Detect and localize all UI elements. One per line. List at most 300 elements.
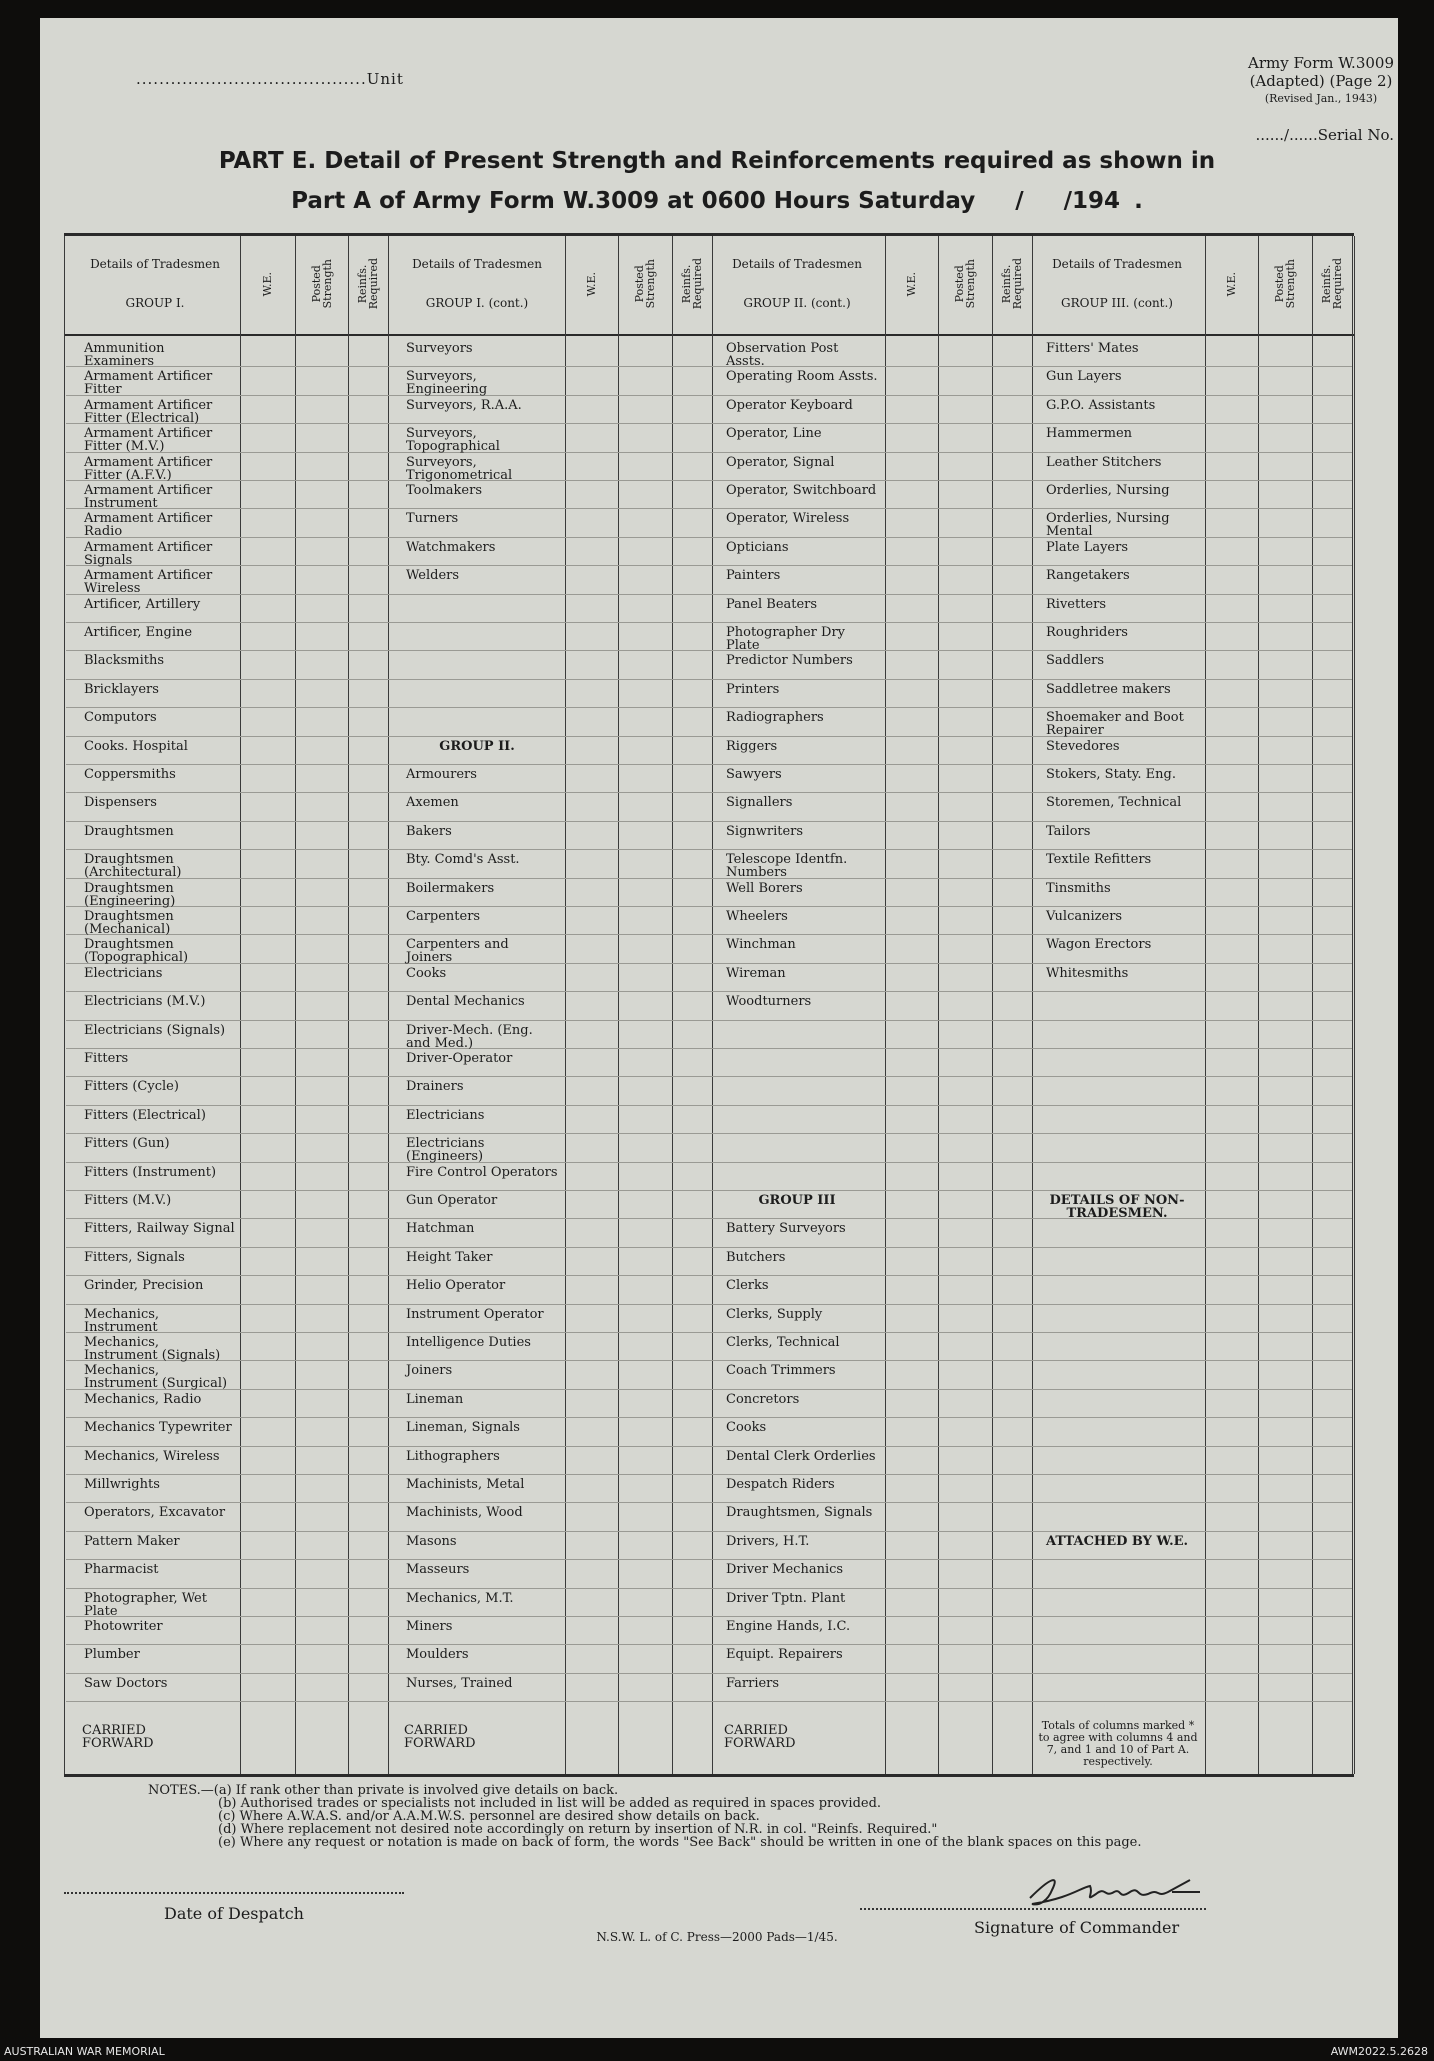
trade-label: Carpenters [406,909,481,924]
table-row-rule [1028,423,1352,424]
table-row-rule [708,1304,1032,1305]
date-dotted-line [64,1892,404,1894]
table-row-rule [708,679,1032,680]
footer-left: AUSTRALIAN WAR MEMORIAL [4,2045,165,2058]
table-row-rule [66,1502,388,1503]
trade-label: Fitters (Instrument) [84,1164,217,1180]
trade-label: Fitters (Gun) [84,1136,170,1152]
table-row-rule [1028,622,1352,623]
trade-label: Draughtsmen (Topographical) [84,937,189,966]
trade-label: Farriers [726,1675,780,1691]
trade-label: G.P.O. Assistants [1046,397,1156,413]
trade-label: Surveyors, R.A.A. [406,397,522,413]
table-row-rule [388,1190,712,1191]
table-row-rule [388,1304,712,1305]
trade-label: Mechanics, Radio [84,1391,202,1407]
date-of-despatch-label: Date of Despatch [164,1904,304,1923]
trade-label: Computors [84,710,157,726]
table-row-rule [1028,1531,1352,1532]
group-4-divider-0 [1205,236,1206,1774]
group-1-divider-3 [388,236,389,1774]
table-row-rule [708,707,1032,708]
trade-label: Driver Mechanics [726,1562,844,1578]
table-row-rule [708,1332,1032,1333]
trade-label: Cooks. Hospital [84,738,188,754]
trade-label: Storemen, Technical [1046,795,1182,811]
trade-label: Drainers [406,1079,464,1095]
trade-label: Tinsmiths [1046,880,1111,896]
table-row-rule [708,1531,1032,1532]
trade-label: Mechanics, Instrument [84,1306,160,1335]
note-e: (e) Where any request or notation is made on back of form, the words "See Back" should be written in one of the blank spaces on this page. [218,1835,1142,1850]
trade-label: Fitters, Signals [84,1249,185,1265]
table-row-rule [66,1701,388,1702]
note-d: (d) Where replacement not desired note accordingly on return by insertion of N.R. in col. "Reinfs. Required." [218,1822,938,1837]
group-3-reinfs-label: Reinfs. Required [1000,258,1024,310]
trade-label: Draughtsmen, Signals [726,1505,873,1521]
serial-number: ....../......Serial No. [1255,126,1394,144]
trade-label: Armourers [406,767,477,782]
table-row-rule [388,1502,712,1503]
group-2-carried-forward: CARRIED FORWARD [404,1723,476,1751]
table-row-rule [708,849,1032,850]
table-row-rule [388,764,712,765]
trade-label: Clerks [726,1278,769,1294]
table-row-rule [1028,1616,1352,1617]
table-row-rule [388,821,712,822]
table-row-rule [388,1531,712,1532]
trade-label: Boilermakers [406,880,495,896]
group-4-reinfs-label: Reinfs. Required [1320,258,1344,310]
table-row-rule [66,1162,388,1163]
table-row-rule [388,1616,712,1617]
table-row-rule [388,1133,712,1134]
table-row-rule [66,1247,388,1248]
trade-label: Plumber [84,1647,140,1663]
group-1-we-header [240,240,295,328]
trade-label: Draughtsmen (Mechanical) [84,909,174,937]
table-row-rule [66,622,388,623]
table-row-rule [1028,1389,1352,1390]
trade-label: Fitters, Railway Signal [84,1221,235,1237]
note-a: NOTES.—(a) If rank other than private is involved give details on back. [148,1783,619,1798]
table-row-rule [388,650,712,651]
table-row-rule [1028,1105,1352,1106]
trade-label: Riggers [726,738,778,754]
trade-label: Armament Artificer Wireless [84,568,213,597]
trade-label: Bakers [406,823,452,839]
table-row-rule [1028,1644,1352,1645]
table-row-rule [708,565,1032,566]
table-row-rule [708,594,1032,595]
table-row-rule [388,1360,712,1361]
trade-label: Masseurs [406,1562,470,1578]
table-row-rule [388,679,712,680]
table-row-rule [66,1048,388,1049]
table-row-rule [1028,878,1352,879]
group-3-posted-label: Posted Strength [953,259,977,309]
trade-label: Mechanics, Instrument (Surgical) [84,1363,228,1392]
table-row-rule [1028,508,1352,509]
trade-label: Leather Stitchers [1046,454,1162,470]
table-row-rule [708,395,1032,396]
trade-label: Shoemaker and Boot Repairer [1046,710,1184,739]
table-row-rule [708,452,1032,453]
table-top-rule [64,233,1354,236]
group-4-posted-header [1258,240,1312,328]
signature-label: Signature of Commander [974,1918,1180,1937]
table-row-rule [708,1389,1032,1390]
table-row-rule [388,1275,712,1276]
trade-label: Photographer Dry Plate [726,625,845,653]
table-row-rule [388,906,712,907]
table-row-rule [708,1076,1032,1077]
trade-label: Blacksmiths [84,653,165,669]
group-1-reinfs-header [348,240,388,328]
group-2-title: GROUP I. (cont.) [425,296,529,310]
trade-label: Joiners [406,1363,453,1379]
table-row-rule [388,1446,712,1447]
trade-label: Operator Keyboard [726,397,853,413]
trade-label: Pharmacist [84,1562,159,1578]
trade-label: Electricians (M.V.) [84,994,206,1010]
trade-label: Operator, Signal [726,454,835,470]
trade-label: Well Borers [726,880,803,896]
trade-label: Coppersmiths [84,767,176,782]
press-line: N.S.W. L. of C. Press—2000 Pads—1/45. [596,1930,838,1944]
trade-label: Panel Beaters [726,596,818,612]
trade-label: Millwrights [84,1477,160,1492]
trade-label: Bty. Comd's Asst. [406,852,520,868]
trade-label: Wheelers [726,909,788,924]
trade-label: Operator, Wireless [726,511,850,527]
trade-label: Dental Mechanics [406,994,525,1010]
trade-label: Lithographers [406,1448,500,1464]
table-row-rule [388,878,712,879]
group-2-divider-0 [565,236,566,1774]
trade-label: Hatchman [406,1221,475,1237]
trade-label: Woodturners [726,994,812,1010]
title-date-year: /194 [1063,188,1121,214]
trade-label: Butchers [726,1249,786,1265]
trade-label: Grinder, Precision [84,1278,204,1294]
header-bottom-rule [64,334,1354,336]
group-1-divider-0 [240,236,241,1774]
trade-label: Lineman [406,1391,464,1407]
group-1-posted-label: Posted Strength [309,259,334,309]
table-row-rule [1028,1162,1352,1163]
table-row-rule [1028,1502,1352,1503]
form-ref-line-2: (Adapted) (Page 2) [1249,72,1393,90]
trade-label: Armament Artificer Signals [84,539,213,568]
trade-label: Armament Artificer Fitter (M.V.) [84,426,213,455]
group-1-posted-header [295,240,348,328]
group-4-details-header: Details of Tradesmen [1052,257,1182,271]
table-row-rule [1028,707,1352,708]
trade-label: Tailors [1046,823,1091,839]
table-row-rule [1028,1446,1352,1447]
trade-label: Despatch Riders [726,1477,835,1492]
trade-label: Operator, Switchboard [726,483,877,498]
trade-label: Operators, Excavator [84,1505,226,1521]
trade-label: Saddletree makers [1046,681,1171,697]
table-row-rule [708,1417,1032,1418]
group-1-title: GROUP I. [125,296,185,310]
note-b: (b) Authorised trades or specialists not included in list will be added as required in spaces provided. [218,1796,882,1811]
table-left-border [64,236,65,1774]
table-row-rule [66,1446,388,1447]
table-row-rule [708,1105,1032,1106]
trade-label: Equipt. Repairers [726,1647,843,1663]
table-row-rule [388,1417,712,1418]
trade-label: Lineman, Signals [406,1420,520,1436]
table-row-rule [1028,1304,1352,1305]
table-row-rule [708,1048,1032,1049]
group-3-we-header [885,240,938,328]
table-row-rule [1028,849,1352,850]
table-right-border [1354,236,1355,1774]
group-1-details-header: Details of Tradesmen [90,257,220,271]
trade-label: Armament Artificer Radio [84,511,213,540]
group-4-divider-3 [1352,236,1353,1774]
group-1-reinfs-label: Reinfs. Required [356,258,380,310]
table-row-rule [388,736,712,737]
trade-label: Observation Post Assts. [726,341,839,369]
notes-block [148,1784,1141,1849]
trade-label: Armament Artificer Fitter (Electrical) [84,397,213,426]
trade-label: Vulcanizers [1046,909,1123,924]
trade-label: Printers [726,681,780,697]
trade-label: Radiographers [726,710,824,726]
group-2-divider-1 [618,236,619,1774]
trade-label: Drivers, H.T. [726,1533,810,1549]
table-row-rule [66,1218,388,1219]
signature-icon [1010,1868,1220,1912]
trade-label: Armament Artificer Instrument [84,483,213,511]
table-row-rule [388,1701,712,1702]
table-row-rule [388,565,712,566]
table-row-rule [1028,1701,1352,1702]
table-row-rule [66,1588,388,1589]
trade-label: Surveyors, Topographical [406,426,500,455]
table-row-rule [388,991,712,992]
trade-label: Helio Operator [406,1278,506,1294]
group-2-reinfs-label: Reinfs. Required [680,258,704,310]
trade-label: Welders [406,568,460,584]
table-row-rule [708,1162,1032,1163]
unit-field: ........................................Unit [136,70,404,88]
trade-label: Winchman [726,937,796,953]
table-row-rule [66,764,388,765]
trade-label: Carpenters and Joiners [406,937,509,966]
group-4-reinfs-header [1312,240,1352,328]
trade-label: Electricians (Signals) [84,1022,226,1038]
table-row-rule [1028,963,1352,964]
group-2-posted-header [618,240,672,328]
table-row-rule [708,906,1032,907]
trade-label: Electricians (Engineers) [406,1136,485,1165]
table-row-rule [708,1474,1032,1475]
trade-label: Electricians [406,1107,485,1123]
trade-label: Orderlies, Nursing [1046,483,1170,498]
table-row-rule [1028,366,1352,367]
table-row-rule [1028,1190,1352,1191]
trade-label: Artificer, Engine [84,625,193,640]
trade-label: Fitters (Cycle) [84,1079,179,1095]
title-date-stop: . [1134,188,1143,214]
trade-label: Surveyors, Engineering [406,369,488,398]
group-3-divider-1 [938,236,939,1774]
trade-label: Pattern Maker [84,1533,180,1549]
table-row-rule [388,1218,712,1219]
table-row-rule [1028,1360,1352,1361]
trade-label: Miners [406,1619,453,1634]
table-row-rule [708,1190,1032,1191]
table-row-rule [1028,1559,1352,1560]
trade-label: Sawyers [726,767,782,782]
group-2-details-header: Details of Tradesmen [412,257,542,271]
table-row-rule [708,537,1032,538]
group-2-divider-2 [672,236,673,1774]
table-row-rule [708,991,1032,992]
trade-label: Telescope Identfn. Numbers [726,852,848,881]
table-row-rule [388,366,712,367]
table-row-rule [708,508,1032,509]
table-row-rule [708,736,1032,737]
group-2-reinfs-header [672,240,712,328]
table-row-rule [66,821,388,822]
table-row-rule [388,1644,712,1645]
trade-label: Wireman [726,965,786,981]
table-row-rule [708,1218,1032,1219]
trade-label: Photographer, Wet Plate [84,1590,207,1619]
table-row-rule [708,1020,1032,1021]
group-4-title: GROUP III. (cont.) [1061,296,1173,310]
group-2-we-header [565,240,618,328]
table-row-rule [1028,1673,1352,1674]
trade-label: Axemen [406,795,459,811]
trade-label: Mechanics, Wireless [84,1448,220,1464]
trade-label: Gun Operator [406,1193,498,1208]
trade-label: Electricians [84,965,163,981]
trade-label: Surveyors, Trigonometrical [406,454,513,483]
table-row-rule [1028,1048,1352,1049]
group-3-reinfs-header [992,240,1032,328]
table-row-rule [708,1588,1032,1589]
trade-label: Coach Trimmers [726,1363,836,1379]
group-subheading: DETAILS OF NON-TRADESMEN. [1049,1193,1185,1221]
table-row-rule [388,1389,712,1390]
trade-label: Mechanics, M.T. [406,1590,514,1606]
form-reference [1248,54,1394,108]
trade-label: Orderlies, Nursing Mental [1046,511,1170,540]
table-row-rule [388,1020,712,1021]
table-row-rule [708,764,1032,765]
group-subheading: GROUP III [758,1193,836,1208]
table-row-rule [708,480,1032,481]
trade-label: Stevedores [1046,738,1120,754]
table-row-rule [1028,1417,1352,1418]
table-row-rule [388,537,712,538]
group-3-title: GROUP II. (cont.) [743,296,851,310]
trade-label: Toolmakers [406,483,483,498]
group-1-divider-1 [295,236,296,1774]
group-subheading: GROUP II. [439,738,515,754]
table-row-rule [708,792,1032,793]
group-3-details-header: Details of Tradesmen [732,257,862,271]
trade-label: Signallers [726,795,793,811]
table-row-rule [1028,480,1352,481]
commander-signature [1010,1868,1220,1916]
trade-label: Intelligence Duties [406,1335,531,1350]
title-date-slash: / [1015,188,1024,214]
table-row-rule [708,622,1032,623]
table-row-rule [388,1247,712,1248]
table-row-rule [708,1247,1032,1248]
trade-label: Rangetakers [1046,568,1130,584]
trade-label: Wagon Erectors [1046,937,1152,953]
table-row-rule [66,849,388,850]
trade-label: Fitters (M.V.) [84,1193,172,1208]
trade-label: Signwriters [726,823,804,839]
footer-right: AWM2022.5.2628 [1330,2045,1428,2058]
table-row-rule [1028,1020,1352,1021]
trade-label: Gun Layers [1046,369,1122,385]
group-3-carried-forward: CARRIED FORWARD [724,1723,796,1751]
trade-label: Draughtsmen (Engineering) [84,880,176,909]
table-row-rule [388,707,712,708]
trade-label: Hammermen [1046,426,1133,442]
group-1-we-label: W.E. [261,271,274,297]
table-row-rule [66,1133,388,1134]
table-row-rule [388,934,712,935]
table-row-rule [388,1559,712,1560]
table-row-rule [708,1502,1032,1503]
table-row-rule [66,1275,388,1276]
trade-label: Concretors [726,1391,800,1407]
trade-label: Driver-Operator [406,1051,513,1066]
table-row-rule [1028,1275,1352,1276]
trade-label: Fitters [84,1051,129,1066]
trade-label: Masons [406,1533,457,1549]
group-3-divider-2 [992,236,993,1774]
table-row-rule [388,1673,712,1674]
table-row-rule [388,1105,712,1106]
table-row-rule [1028,906,1352,907]
table-row-rule [388,1474,712,1475]
trade-label: Battery Surveyors [726,1221,846,1237]
table-row-rule [388,849,712,850]
trade-label: Driver-Mech. (Eng. and Med.) [406,1022,533,1051]
table-row-rule [66,1076,388,1077]
trade-label: Clerks, Technical [726,1335,840,1350]
table-row-rule [1028,565,1352,566]
trade-label: Painters [726,568,781,584]
group-3-we-label: W.E. [905,271,918,297]
table-row-rule [66,991,388,992]
table-row-rule [708,1446,1032,1447]
group-1-divider-2 [348,236,349,1774]
trade-label: Artificer, Artillery [84,596,201,612]
table-row-rule [1028,764,1352,765]
trade-label: Draughtsmen [84,823,174,839]
table-row-rule [66,650,388,651]
table-row-rule [708,1559,1032,1560]
table-row-rule [708,1644,1032,1645]
table-row-rule [66,1304,388,1305]
table-row-rule [66,1417,388,1418]
trade-label: Mechanics, Instrument (Signals) [84,1335,221,1363]
